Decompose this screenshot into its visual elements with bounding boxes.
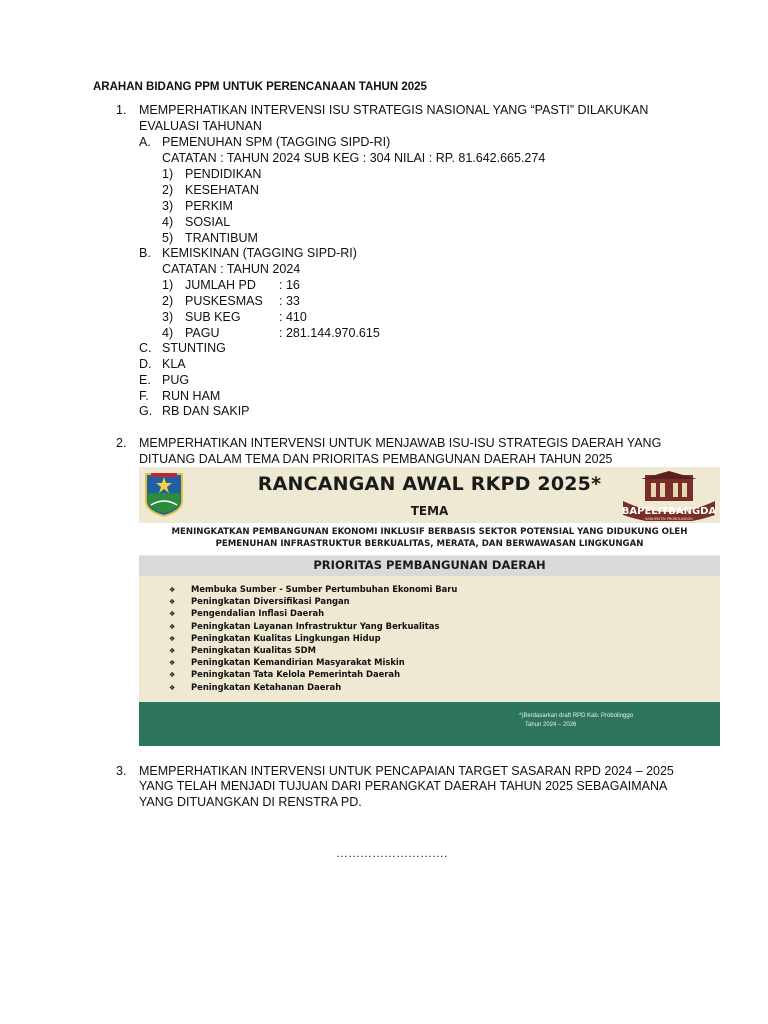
tema-line-1: MENINGKATKAN PEMBANGUNAN EKONOMI INKLUSIF BERBASIS SEKTOR POTENSIAL YANG DIDUKUNG OLEH <box>171 527 688 537</box>
item-2-line-2: DITUANG DALAM TEMA DAN PRIORITAS PEMBANGUNAN DAERAH TAHUN 2025 <box>139 452 613 466</box>
footnote-line-1: *)Berdasarkan draft RPD Kab. Probolinggo <box>519 713 634 719</box>
item-3-line-3: YANG DITUANGKAN DI RENSTRA PD. <box>139 795 362 809</box>
item-1-line-2: EVALUASI TAHUNAN <box>139 119 262 133</box>
item-1e-label: PUG <box>162 373 190 387</box>
item-1c-label: STUNTING <box>162 341 226 355</box>
list-item-value: : 410 <box>279 310 307 324</box>
diamond-bullet-icon: ❖ <box>169 586 176 594</box>
list-item-number: 4) <box>162 215 174 229</box>
list-item-value: : 33 <box>279 294 300 308</box>
item-1b-letter: B. <box>139 246 151 260</box>
closing-dots: ………………………. <box>336 846 448 860</box>
tema-text <box>139 526 720 550</box>
item-2-number: 2. <box>116 436 127 450</box>
item-1g-letter: G. <box>139 404 153 418</box>
rkpd-banner-image <box>139 467 720 746</box>
diamond-bullet-icon: ❖ <box>169 671 176 680</box>
item-1a-label: PEMENUHAN SPM (TAGGING SIPD-RI) <box>162 135 391 149</box>
diamond-bullet-icon: ❖ <box>169 634 176 643</box>
list-item-number: 2) <box>162 294 174 308</box>
list-item: PENDIDIKAN <box>185 167 262 181</box>
priority-list <box>169 584 457 694</box>
diamond-bullet-icon: ❖ <box>169 598 176 607</box>
priority-item: ❖ Peningkatan Diversifikasi Pangan <box>169 596 457 608</box>
item-1-number: 1. <box>116 103 127 117</box>
list-item: KESEHATAN <box>185 183 259 197</box>
priority-item: ❖ Peningkatan Layanan Infrastruktur Yang Berkualitas <box>169 621 457 633</box>
priority-item: ❖ Peningkatan Kualitas SDM <box>169 645 457 657</box>
item-1g-label: RB DAN SAKIP <box>162 404 250 418</box>
list-item: PERKIM <box>185 199 233 213</box>
diamond-bullet-icon: ❖ <box>169 622 176 631</box>
document-title: ARAHAN BIDANG PPM UNTUK PERENCANAAN TAHUN 2025 <box>93 81 427 93</box>
list-item-number: 3) <box>162 310 174 324</box>
list-item-value: : 16 <box>279 278 300 292</box>
item-3-line-2: YANG TELAH MENJADI TUJUAN DARI PERANGKAT DAERAH TAHUN 2025 SEBAGAIMANA <box>139 779 668 793</box>
priority-item: ❖ Peningkatan Kualitas Lingkungan Hidup <box>169 633 457 645</box>
list-item: TRANTIBUM <box>185 231 258 245</box>
list-item-number: 2) <box>162 183 174 197</box>
list-item-number: 4) <box>162 326 174 340</box>
priority-item: ❖ Peningkatan Kemandirian Masyarakat Miskin <box>169 657 457 669</box>
list-item-value: : 281.144.970.615 <box>279 326 380 340</box>
tema-line-2: PEMENUHAN INFRASTRUKTUR BERKUALITAS, MERATA, DAN BERWAWASAN LINGKUNGAN <box>215 539 644 549</box>
diamond-bullet-icon: ❖ <box>169 610 176 619</box>
diamond-bullet-icon: ❖ <box>169 647 176 656</box>
item-2-line-1: MEMPERHATIKAN INTERVENSI UNTUK MENJAWAB ISU-ISU STRATEGIS DAERAH YANG <box>139 436 662 450</box>
item-1a-letter: A. <box>139 135 151 149</box>
item-3-number: 3. <box>116 764 127 778</box>
item-1d-label: KLA <box>162 357 186 371</box>
bapelitbangda-logo-subtext: KABUPATEN PROBOLINGGO <box>645 517 693 521</box>
list-item-number: 1) <box>162 278 174 292</box>
diamond-bullet-icon: ❖ <box>169 683 176 692</box>
list-item-key: PUSKESMAS <box>185 294 263 308</box>
list-item-number: 3) <box>162 199 174 213</box>
list-item: SOSIAL <box>185 215 231 229</box>
priority-item: ❖ Peningkatan Ketahanan Daerah <box>169 682 457 694</box>
item-1f-letter: F. <box>139 389 149 403</box>
item-1d-letter: D. <box>139 357 152 371</box>
item-1c-letter: C. <box>139 341 152 355</box>
priority-item: ❖ Pengendalian Inflasi Daerah <box>169 608 457 620</box>
diamond-bullet-icon: ❖ <box>169 659 176 668</box>
item-1-line-1: MEMPERHATIKAN INTERVENSI ISU STRATEGIS NASIONAL YANG “PASTI” DILAKUKAN <box>139 103 649 117</box>
list-item-number: 1) <box>162 167 174 181</box>
priority-item: ❖ Peningkatan Tata Kelola Pemerintah Daerah <box>169 669 457 681</box>
priority-item: ❖ Membuka Sumber - Sumber Pertumbuhan Ekonomi Baru <box>169 584 457 596</box>
list-item-number: 5) <box>162 231 174 245</box>
tema-label: TEMA <box>410 504 449 518</box>
item-1b-note: CATATAN : TAHUN 2024 <box>162 262 301 276</box>
item-1a-note: CATATAN : TAHUN 2024 SUB KEG : 304 NILAI : RP. 81.642.665.274 <box>162 151 546 165</box>
banner-title: RANCANGAN AWAL RKPD 2025* <box>257 473 602 495</box>
footnote-line-2: Tahun 2024 – 2026 <box>525 722 577 728</box>
list-item-key: JUMLAH PD <box>185 278 256 292</box>
bapelitbangda-logo-text: BAPELITBANGDA <box>621 506 717 517</box>
prioritas-title: PRIORITAS PEMBANGUNAN DAERAH <box>313 558 546 572</box>
banner-footnote <box>519 712 633 730</box>
item-1f-label: RUN HAM <box>162 389 221 403</box>
list-item-key: PAGU <box>185 326 220 340</box>
item-3-line-1: MEMPERHATIKAN INTERVENSI UNTUK PENCAPAIAN TARGET SASARAN RPD 2024 – 2025 <box>139 764 674 778</box>
item-1e-letter: E. <box>139 373 151 387</box>
list-item-key: SUB KEG <box>185 310 241 324</box>
item-1b-label: KEMISKINAN (TAGGING SIPD-RI) <box>162 246 357 260</box>
